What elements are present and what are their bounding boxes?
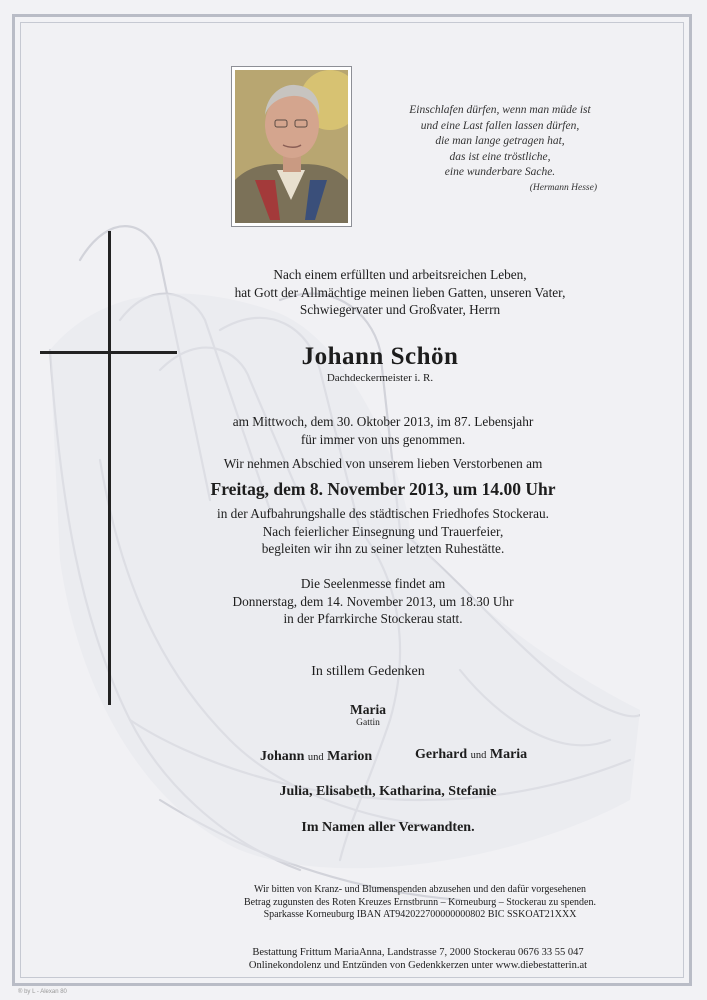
portrait-frame — [231, 66, 352, 227]
place-line: begleiten wir ihn zu seiner letzten Ruhestätte. — [261, 541, 505, 556]
print-footnote: ® by L - Alexan 80 — [18, 989, 67, 995]
spouse-name: Maria — [350, 702, 386, 717]
mass-line: Donnerstag, dem 14. November 2013, um 18.30 Uhr — [232, 593, 514, 609]
place-line: in der Aufbahrungshalle des städtischen Friedhofes Stockerau. — [217, 506, 549, 521]
child-name: Gerhard — [415, 747, 468, 762]
portrait-photo — [235, 70, 348, 223]
deceased-title: Dachdeckermeister i. R. — [326, 372, 434, 384]
children-right — [415, 747, 527, 763]
death-notice — [163, 413, 603, 448]
poem-line: und eine Last fallen lassen dürfen, — [420, 119, 580, 132]
bank-details: Sparkasse Korneuburg IBAN AT942022700000000802 BIC SSKOAT21XXX — [263, 909, 577, 920]
children-left — [260, 749, 372, 765]
death-line: am Mittwoch, dem 30. Oktober 2013, im 87. Lebensjahr — [232, 414, 534, 429]
mass-line: in der Pfarrkirche Stockerau statt. — [283, 611, 463, 626]
mass-line: Die Seelenmesse findet am — [300, 576, 446, 591]
relatives-line: Im Namen aller Verwandten. — [301, 820, 475, 835]
intro-line: Nach einem erfüllten und arbeitsreichen Leben, — [273, 267, 527, 282]
funeral-date: Freitag, dem 8. November 2013, um 14.00 Uhr — [210, 479, 556, 499]
intro-line: hat Gott der Allmächtige meinen lieben Gatten, unseren Vater, — [234, 284, 566, 300]
grandchildren: Julia, Elisabeth, Katharina, Stefanie — [279, 784, 497, 799]
donation-notice — [185, 884, 655, 922]
spouse-role: Gattin — [356, 718, 380, 728]
funeral-place — [163, 505, 603, 558]
undertaker-address: Bestattung Frittum MariaAnna, Landstrasse 7, 2000 Stockerau 0676 33 55 047 — [252, 947, 584, 958]
child-name: Maria — [489, 747, 528, 762]
intro-text — [180, 266, 620, 319]
poem-line: Einschlafen dürfen, wenn man müde ist — [409, 104, 591, 116]
donation-line: Betrag zugunsten des Roten Kreuzes Ernstbrunn – Korneuburg – Stockerau zu spenden. — [244, 896, 596, 908]
poem-line: die man lange getragen hat, — [435, 135, 565, 147]
requiem-mass — [153, 575, 593, 628]
poem-line: das ist eine tröstliche, — [449, 150, 551, 163]
farewell-text: Wir nehmen Abschied von unserem lieben Verstorbenen am — [223, 456, 543, 471]
online-condolence: Onlinekondolenz und Entzünden von Gedenkkerzen unter www.diebestatterin.at — [248, 960, 588, 971]
poem-quote — [395, 103, 605, 196]
and-word: und — [307, 752, 324, 763]
poem-line: eine wunderbare Sache. — [444, 166, 556, 178]
death-line: für immer von uns genommen. — [300, 431, 466, 447]
cross-horizontal-bar — [40, 351, 177, 354]
deceased-name: Johann Schön — [301, 343, 459, 370]
undertaker-info — [183, 946, 653, 972]
mourners-heading: In stillem Gedenken — [311, 664, 425, 679]
child-name: Marion — [327, 749, 373, 764]
portrait-illustration — [235, 70, 348, 223]
donation-line: Wir bitten von Kranz- und Blumenspenden abzusehen und den dafür vorgesehenen — [253, 884, 587, 895]
child-name: Johann — [260, 749, 305, 764]
poem-author: (Hermann Hesse) — [529, 182, 597, 193]
cross-vertical-bar — [108, 231, 111, 705]
place-line: Nach feierlicher Einsegnung und Trauerfeier, — [262, 523, 504, 539]
intro-line: Schwiegervater und Großvater, Herrn — [299, 302, 501, 317]
and-word: und — [470, 750, 487, 761]
